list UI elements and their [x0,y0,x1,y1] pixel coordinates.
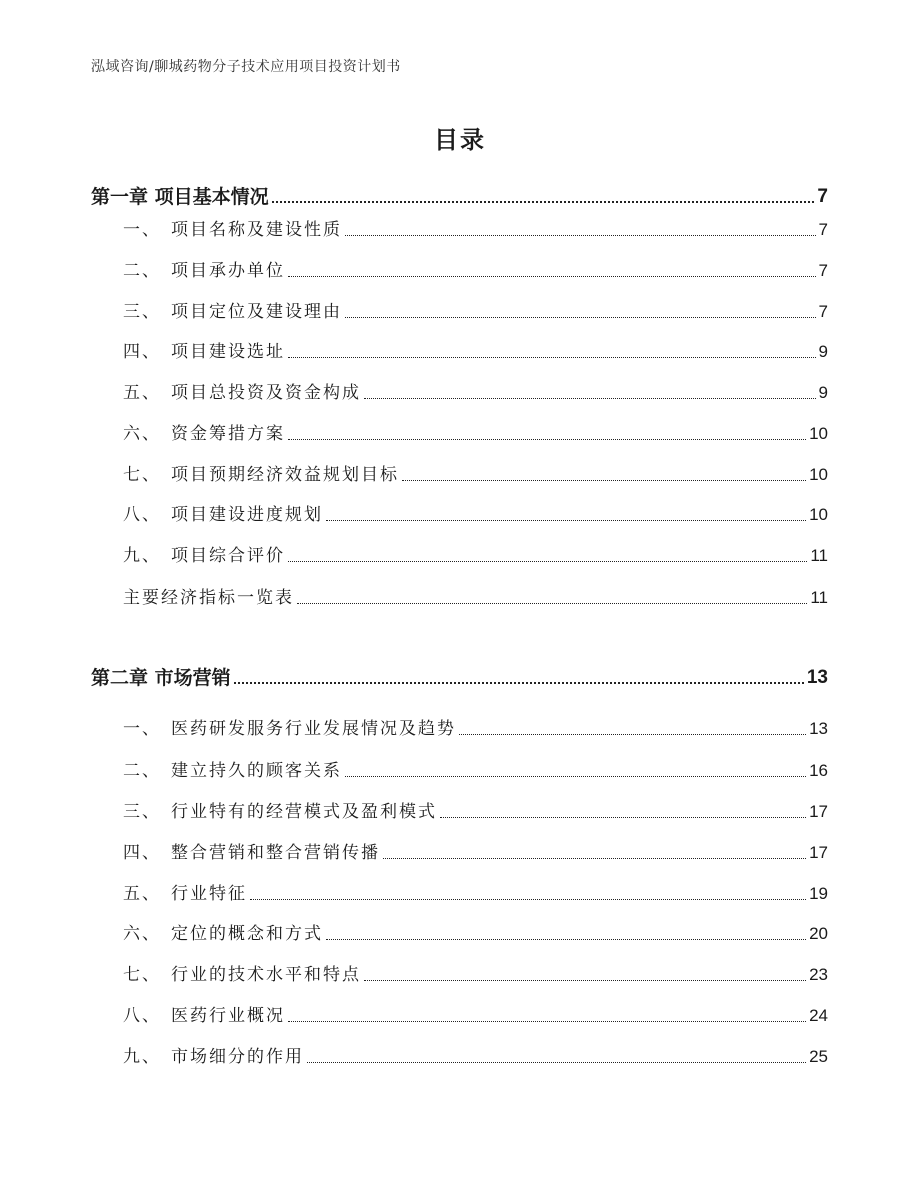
dot-leader [234,682,804,684]
toc-section-entry[interactable] [123,963,828,987]
toc-entry-text: 第一章 项目基本情况 [91,186,269,208]
toc-entry-text: 定位的概念和方式 [171,924,323,944]
toc-entry-label [123,544,285,568]
toc-page-number: 10 [809,465,828,484]
toc-entry-text: 行业特有的经营模式及盈利模式 [171,802,437,822]
dot-leader [459,734,806,735]
toc-section-entry[interactable] [123,300,828,324]
toc-page-number: 19 [809,884,828,903]
toc-page-number: 20 [809,924,828,943]
toc-page-number: 9 [818,383,828,402]
toc-entry-label [123,800,437,824]
toc-entry-number: 三、 [123,302,161,322]
toc-entry-number: 五、 [123,884,161,904]
toc-entry-label [123,586,294,610]
toc-entry-number: 八、 [123,1006,161,1026]
toc-page-number: 25 [809,1047,828,1066]
toc-page-number: 17 [809,802,828,821]
toc-entry-label [123,1004,285,1028]
toc-section-entry[interactable] [123,922,828,946]
toc-entry-number: 七、 [123,465,161,485]
toc-entry-label [123,300,342,324]
toc-entry-text: 项目总投资及资金构成 [171,383,361,403]
toc-entry-text: 项目建设选址 [171,342,285,362]
dot-leader [288,276,816,277]
toc-page-number: 7 [817,186,828,207]
dot-leader [297,603,807,604]
toc-entry-label [91,666,231,690]
dot-leader [383,858,806,859]
toc-entry-text: 行业特征 [171,884,247,904]
toc-entry-text: 行业的技术水平和特点 [171,965,361,985]
toc-entry-label [123,841,380,865]
toc-page-number: 9 [818,342,828,361]
dot-leader [345,776,806,777]
toc-page-number: 10 [809,505,828,524]
toc-page-number: 7 [818,261,828,280]
dot-leader [364,980,806,981]
toc-entry-label [123,422,285,446]
toc-section-entry[interactable] [123,340,828,364]
toc-entry-label [123,1045,304,1069]
toc-entry-text: 医药行业概况 [171,1006,285,1026]
toc-page-number: 16 [809,761,828,780]
toc-page-number: 7 [818,302,828,321]
toc-section-entry[interactable] [123,463,828,487]
dot-leader [288,561,807,562]
toc-section-entry[interactable] [123,717,828,741]
dot-leader [250,899,806,900]
toc-page-number: 11 [810,588,828,607]
toc-entry-text: 资金筹措方案 [171,424,285,444]
toc-section-entry[interactable] [123,218,828,242]
toc-section-entry[interactable] [123,800,828,824]
toc-entry-text: 项目综合评价 [171,546,285,566]
toc-entry-text: 医药研发服务行业发展情况及趋势 [171,719,456,739]
toc-entry-label [123,381,361,405]
toc-entry-text: 项目建设进度规划 [171,505,323,525]
toc-entry-number: 九、 [123,546,161,566]
toc-entry-number: 四、 [123,342,161,362]
toc-entry-label [123,759,342,783]
toc-page-number: 17 [809,843,828,862]
dot-leader [402,480,806,481]
toc-entry-label [123,922,323,946]
dot-leader [364,398,816,399]
toc-entry-label [123,463,399,487]
dot-leader [307,1062,806,1063]
toc-page-number: 10 [809,424,828,443]
toc-section-entry[interactable] [123,759,828,783]
dot-leader [288,1021,806,1022]
toc-page-number: 23 [809,965,828,984]
toc-entry-number: 四、 [123,843,161,863]
toc-section-entry[interactable] [123,381,828,405]
toc-page-number: 11 [810,546,828,565]
toc-chapter-entry[interactable] [91,666,828,690]
toc-section-entry[interactable] [123,1004,828,1028]
toc-entry-number: 二、 [123,261,161,281]
toc-entry-text: 项目名称及建设性质 [171,220,342,240]
toc-entry-text: 项目预期经济效益规划目标 [171,465,399,485]
toc-title: 目录 [434,126,486,154]
dot-leader [288,439,806,440]
dot-leader [345,317,816,318]
toc-entry-label [123,340,285,364]
toc-section-entry[interactable] [123,259,828,283]
toc-page-number: 24 [809,1006,828,1025]
toc-entry-label [123,218,342,242]
toc-entry-label [123,963,361,987]
toc-entry-text: 项目承办单位 [171,261,285,281]
document-header: 泓域咨询/聊城药物分子技术应用项目投资计划书 [91,59,401,75]
toc-entry-number: 九、 [123,1047,161,1067]
toc-section-entry[interactable] [123,422,828,446]
toc-entry-text: 主要经济指标一览表 [123,588,294,608]
toc-entry-label [123,259,285,283]
toc-entry-label [91,185,269,209]
dot-leader [326,939,806,940]
toc-section-entry[interactable] [123,841,828,865]
toc-page-number: 13 [806,667,828,688]
dot-leader [272,201,815,203]
toc-entry-number: 七、 [123,965,161,985]
toc-entry-number: 八、 [123,505,161,525]
toc-entry-number: 二、 [123,761,161,781]
toc-entry-text: 市场细分的作用 [171,1047,304,1067]
dot-leader [326,520,806,521]
toc-page-number: 7 [818,220,828,239]
toc-section-entry[interactable] [123,1045,828,1069]
toc-section-entry[interactable] [123,503,828,527]
toc-chapter-entry[interactable] [91,185,828,209]
toc-section-entry[interactable] [123,544,828,568]
toc-section-entry[interactable] [123,882,828,906]
toc-entry-text: 第二章 市场营销 [91,667,231,689]
dot-leader [345,235,816,236]
dot-leader [440,817,806,818]
toc-entry-number: 六、 [123,424,161,444]
toc-entry-label [123,503,323,527]
toc-section-entry[interactable] [123,586,828,610]
toc-entry-number: 三、 [123,802,161,822]
toc-entry-label [123,882,247,906]
toc-page-number: 13 [809,719,828,738]
toc-entry-text: 建立持久的顾客关系 [171,761,342,781]
toc-entry-number: 一、 [123,220,161,240]
toc-entry-number: 一、 [123,719,161,739]
toc-entry-label [123,717,456,741]
toc-entry-text: 整合营销和整合营销传播 [171,843,380,863]
toc-entry-number: 五、 [123,383,161,403]
dot-leader [288,357,816,358]
toc-entry-text: 项目定位及建设理由 [171,302,342,322]
toc-entry-number: 六、 [123,924,161,944]
